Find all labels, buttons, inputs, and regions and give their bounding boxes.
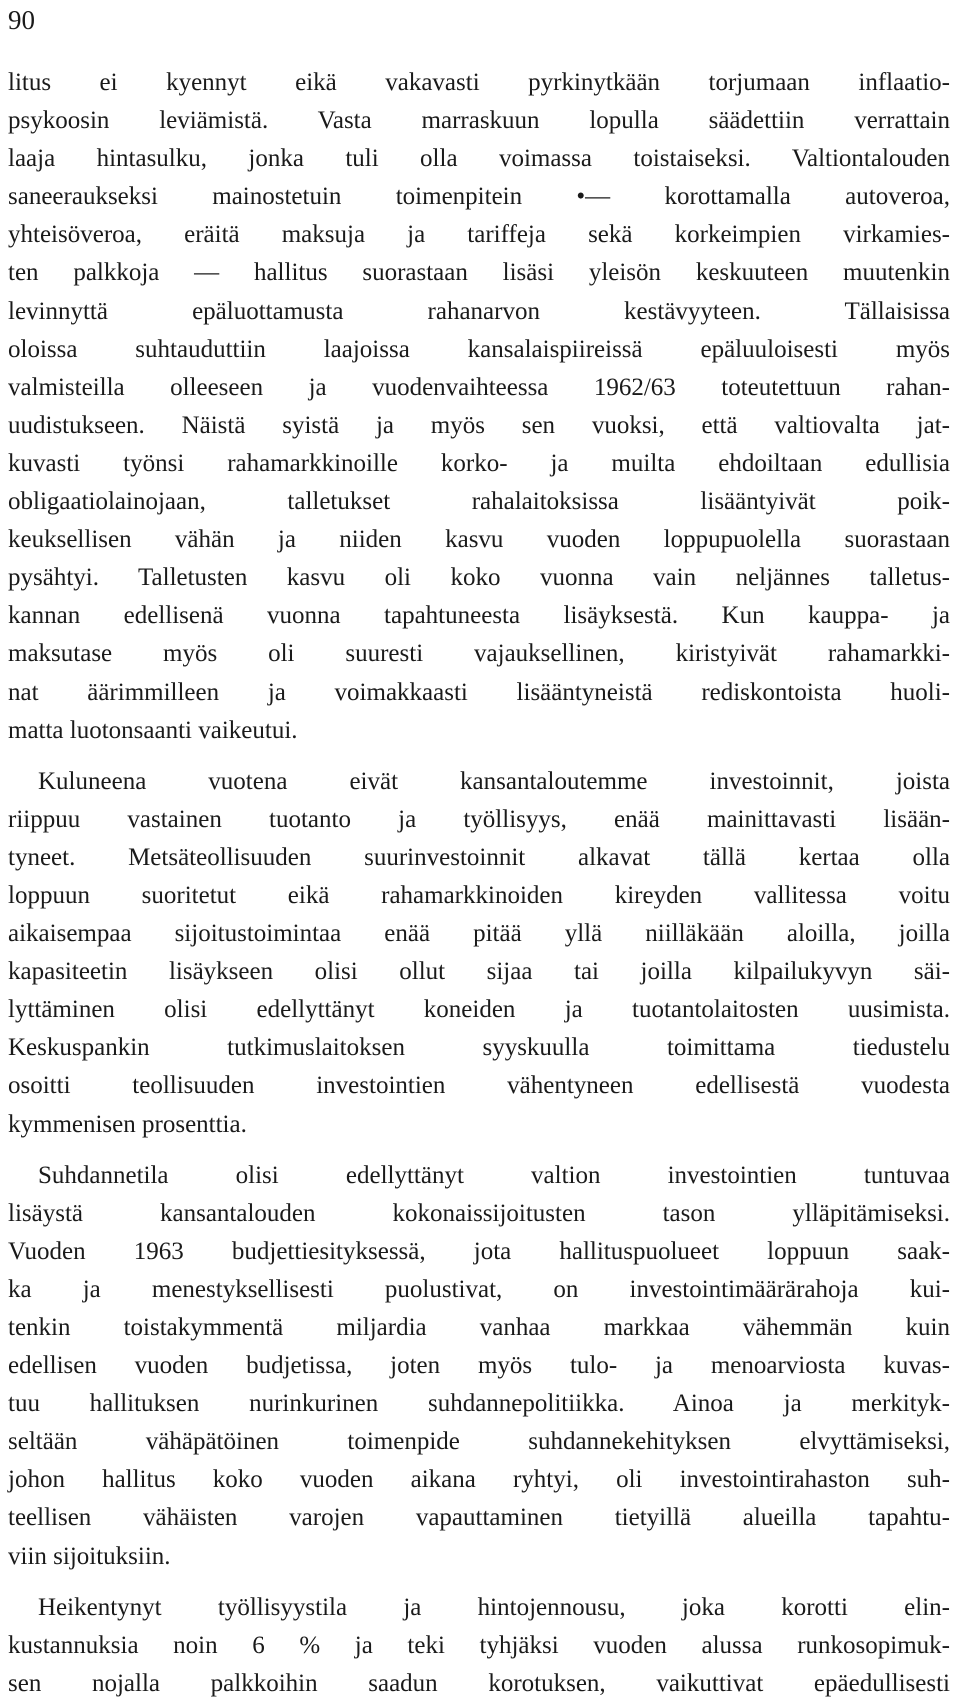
text-line: kymmenisen prosenttia. — [8, 1110, 247, 1138]
text-line: ka ja menestyksellisesti puolustivat, on investointimäärärahoja kui- — [8, 1275, 950, 1303]
paragraph — [8, 763, 950, 1144]
text-line: Kuluneena vuotena eivät kansantaloutemme investoinnit, joista — [38, 767, 950, 795]
text-line: yhteisöveroa, eräitä maksuja ja tariffeja sekä korkeimpien virkamies- — [8, 221, 950, 249]
text-line: oloissa suhtauduttiin laajoissa kansalaispiireissä epäluuloisesti myös — [8, 335, 950, 363]
text-line: loppuun suoritetut eikä rahamarkkinoiden kireyden vallitessa voitu — [8, 881, 950, 909]
text-line: tyneet. Metsäteollisuuden suurinvestoinnit alkavat tällä kertaa olla — [8, 843, 950, 871]
text-line: aikaisempaa sijoitustoimintaa enää pitää yllä niilläkään aloilla, joilla — [8, 920, 950, 948]
paragraph — [8, 64, 950, 750]
body-text — [8, 64, 950, 1703]
text-line: valmisteilla olleeseen ja vuodenvaihteessa 1962/63 toteutettuun rahan- — [8, 373, 950, 401]
text-line: Heikentynyt työllisyystila ja hintojennousu, joka korotti elin- — [38, 1593, 950, 1621]
text-line: maksutase myös oli suuresti vajauksellinen, kiristyivät rahamarkki- — [8, 640, 950, 668]
text-line: saneeraukseksi mainostetuin toimenpitein •— korottamalla autoveroa, — [8, 183, 950, 211]
text-line: uudistukseen. Näistä syistä ja myös sen vuoksi, että valtiovalta jat- — [8, 411, 950, 439]
text-line: Suhdannetila olisi edellyttänyt valtion investointien tuntuvaa — [38, 1161, 950, 1189]
paragraph — [8, 1589, 950, 1703]
text-line: levinnyttä epäluottamusta rahanarvon kestävyyteen. Tällaisissa — [8, 297, 950, 325]
text-line: tuu hallituksen nurinkurinen suhdannepolitiikka. Ainoa ja merkityk- — [8, 1390, 950, 1418]
text-line: obligaatiolainojaan, talletukset rahalaitoksissa lisääntyivät poik- — [8, 488, 950, 516]
text-line: teellisen vähäisten varojen vapauttaminen tietyillä alueilla tapahtu- — [8, 1504, 950, 1532]
text-line: lyttäminen olisi edellyttänyt koneiden ja tuotantolaitosten uusimista. — [8, 996, 950, 1024]
text-line: laaja hintasulku, jonka tuli olla voimassa toistaiseksi. Valtiontalouden — [8, 145, 950, 173]
text-line: osoitti teollisuuden investointien vähentyneen edellisestä vuodesta — [8, 1072, 950, 1100]
text-line: seltään vähäpätöinen toimenpide suhdannekehityksen elvyttämiseksi, — [8, 1428, 950, 1456]
text-line: edellisen vuoden budjetissa, joten myös tulo- ja menoarviosta kuvas- — [8, 1352, 950, 1380]
text-line: riippuu vastainen tuotanto ja työllisyys, enää mainittavasti lisään- — [8, 805, 950, 833]
page-number: 90 — [8, 5, 35, 35]
text-line: kapasiteetin lisäykseen olisi ollut sijaa tai joilla kilpailukyvyn säi- — [8, 958, 950, 986]
text-line: viin sijoituksiin. — [8, 1542, 171, 1570]
text-line: tenkin toistakymmentä miljardia vanhaa markkaa vähemmän kuin — [8, 1314, 950, 1341]
text-line: kustannuksia noin 6 % ja teki tyhjäksi vuoden alussa runkosopimuk- — [8, 1631, 950, 1659]
text-line: psykoosin leviämistä. Vasta marraskuun lopulla säädettiin verrattain — [8, 107, 950, 135]
text-line: nat äärimmilleen ja voimakkaasti lisääntyneistä rediskontoista huoli- — [8, 678, 950, 706]
text-line: ten palkkoja — hallitus suorastaan lisäsi yleisön keskuuteen muutenkin — [8, 259, 950, 287]
text-line: Vuoden 1963 budjettiesityksessä, jota hallituspuolueet loppuun saak- — [8, 1237, 950, 1265]
text-line: lisäystä kansantalouden kokonaissijoitusten tason ylläpitämiseksi. — [8, 1199, 950, 1227]
text-line: Keskuspankin tutkimuslaitoksen syyskuulla toimittama tiedustelu — [8, 1034, 950, 1062]
text-line: litus ei kyennyt eikä vakavasti pyrkinytkään torjumaan inflaatio- — [8, 69, 950, 96]
text-line: keuksellisen vähän ja niiden kasvu vuoden loppupuolella suorastaan — [8, 526, 950, 554]
text-line: kuvasti työnsi rahamarkkinoille korko- ja muilta ehdoiltaan edullisia — [8, 449, 950, 477]
paragraph — [8, 1157, 950, 1576]
text-line: sen nojalla palkkoihin saadun korotuksen, vaikuttivat epäedullisesti — [8, 1669, 950, 1697]
text-line: pysähtyi. Talletusten kasvu oli koko vuonna vain neljännes talletus- — [8, 564, 950, 592]
text-line: johon hallitus koko vuoden aikana ryhtyi, oli investointirahaston suh- — [8, 1466, 950, 1494]
text-line: matta luotonsaanti vaikeutui. — [8, 716, 298, 744]
text-line: kannan edellisenä vuonna tapahtuneesta lisäyksestä. Kun kauppa- ja — [8, 602, 950, 630]
